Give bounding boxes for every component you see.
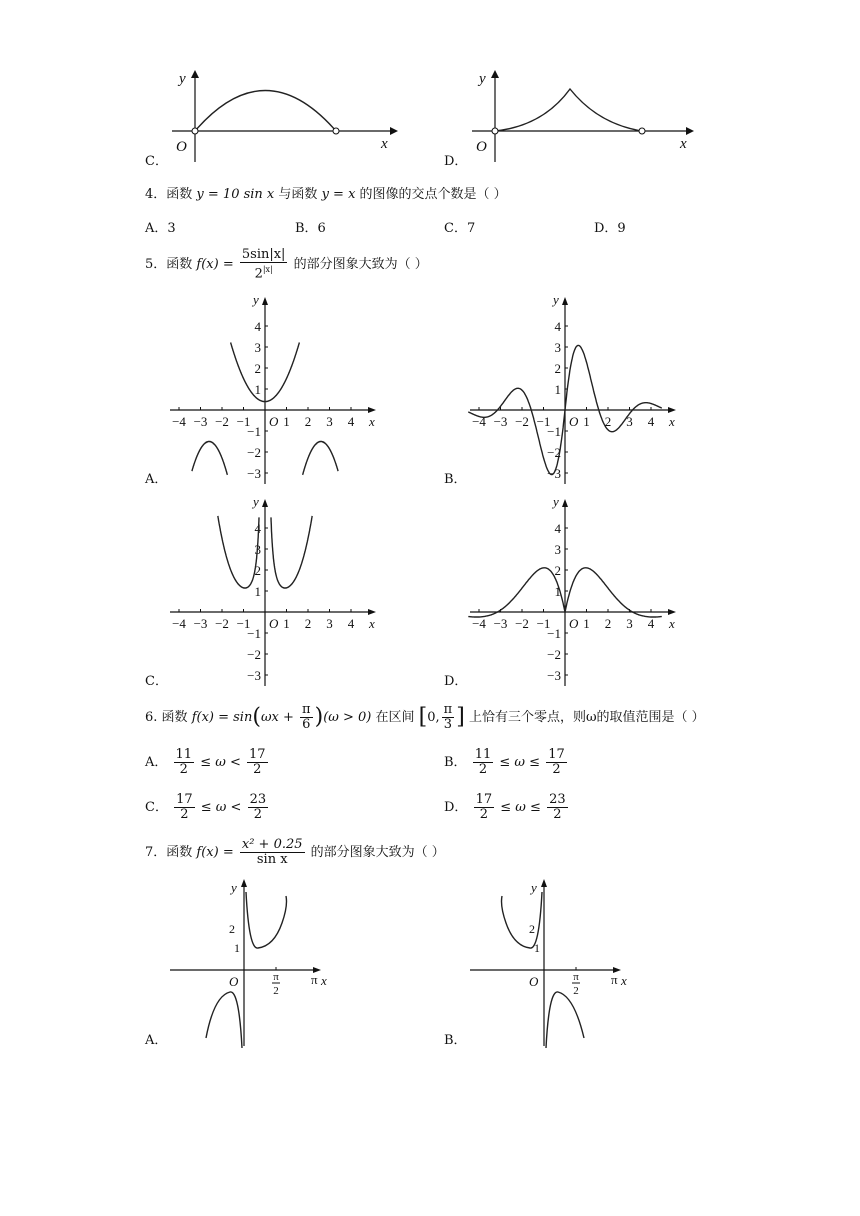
option-d-label: D．: [444, 154, 468, 169]
x-arrow: [686, 127, 694, 135]
q7-fraction: [240, 838, 305, 867]
x-tick-label: −4: [472, 414, 486, 429]
pi-over-2-den: 2: [573, 985, 579, 997]
q6-d-frac1: [474, 793, 495, 822]
q4-eq1: y = 10 sin x: [196, 187, 275, 202]
y-tick-label: 4: [554, 521, 561, 536]
q6-pi3: [442, 703, 455, 732]
origin-label: O: [269, 414, 279, 429]
y-tick-label: −2: [547, 647, 561, 662]
x-arrow: [390, 127, 398, 135]
q4-option-a[interactable]: A．3: [145, 221, 176, 236]
y-tick-label: −3: [247, 466, 261, 481]
y-tick-label: −2: [247, 445, 261, 460]
q6-b-num2: 17: [548, 747, 565, 762]
q5-number: 5．函数: [145, 257, 193, 273]
x-arrow: [668, 407, 676, 413]
x-arrow: [368, 609, 376, 615]
y-label: y: [253, 292, 259, 307]
y-tick-label: −1: [547, 626, 561, 641]
y-label: y: [253, 494, 259, 509]
open-point: [639, 128, 645, 134]
q6-c-label: C．: [145, 800, 168, 815]
q6-d-num2: 23: [549, 792, 566, 807]
q6-func: f(x) = sin: [191, 710, 253, 725]
q4-option-c[interactable]: C．7: [444, 221, 476, 236]
q6-b-den2: 2: [552, 762, 561, 777]
option-c-label: C．: [145, 154, 168, 169]
y-arrow: [241, 879, 247, 887]
open-point: [192, 128, 198, 134]
y-tick-label: 2: [254, 361, 261, 376]
y-tick-label: −1: [547, 424, 561, 439]
q6-b-frac1: [473, 748, 494, 777]
x-label: x: [369, 414, 375, 429]
x-tick-label: 4: [647, 414, 655, 429]
q6-pi: π: [302, 702, 311, 717]
pi-label: π: [611, 972, 618, 987]
y-label: y: [553, 292, 559, 307]
q6-a-num1: 11: [175, 747, 193, 762]
q6-number: 6. 函数: [145, 710, 188, 725]
x-tick-label: 3: [326, 616, 333, 631]
q6-paren-close: ): [314, 704, 324, 730]
q6-b-den1: 2: [478, 762, 488, 777]
x-tick-label: −4: [472, 616, 486, 631]
x-tick-label: 1: [583, 414, 590, 429]
y-tick-label: 2: [529, 922, 535, 936]
q5-option-c[interactable]: C．: [145, 674, 168, 689]
q6-option-a[interactable]: [145, 748, 270, 777]
x-label: x: [321, 973, 327, 988]
y-tick-label: 4: [254, 521, 261, 536]
x-label: x: [621, 973, 627, 988]
q6-interval-left: 0,: [427, 710, 440, 725]
y-tick-label: 1: [554, 584, 561, 599]
y-label: y: [231, 880, 237, 895]
y-arrow: [541, 879, 547, 887]
q4-option-d[interactable]: D．9: [594, 221, 626, 236]
x-tick-label: −2: [515, 616, 529, 631]
curve: [195, 91, 336, 132]
x-tick-label: 3: [626, 616, 633, 631]
q6-d-num1: 17: [475, 792, 493, 807]
q6-a-frac2: [247, 748, 268, 777]
q5-den-base: 2: [254, 266, 263, 282]
q5-denominator: [240, 263, 288, 281]
q5-numerator: 5sin|x|: [241, 247, 286, 262]
q4-option-b[interactable]: B．6: [295, 221, 326, 236]
question-5: [145, 248, 428, 281]
x-tick-label: −1: [536, 414, 551, 429]
q5-option-d[interactable]: D．: [444, 674, 468, 689]
q5-option-a[interactable]: A．: [145, 472, 168, 487]
y-tick-label: 1: [234, 941, 240, 955]
y-label: y: [531, 880, 537, 895]
x-tick-label: −1: [236, 616, 251, 631]
q6-c-num2: 23: [249, 792, 267, 807]
q6-a-den2: 2: [253, 762, 262, 777]
curve: [192, 442, 228, 475]
q6-cond: (ω > 0): [323, 710, 372, 725]
x-label: x: [381, 136, 388, 152]
x-tick-label: −2: [515, 414, 529, 429]
y-arrow: [191, 70, 199, 78]
x-tick-label: −1: [536, 616, 551, 631]
q5-tail: 的部分图象大致为（ ）: [293, 257, 428, 273]
x-tick-label: 1: [283, 414, 290, 429]
y-tick-label: 4: [254, 319, 261, 334]
x-tick-label: −3: [493, 414, 508, 429]
pi-over-2-num: π: [573, 971, 579, 983]
x-tick-label: 4: [347, 616, 355, 631]
x-tick-label: −1: [236, 414, 251, 429]
q7-numerator: x² + 0.25: [241, 837, 303, 852]
q6-a-den1: 2: [179, 762, 188, 777]
x-label: x: [669, 414, 675, 429]
q6-c-num1: 17: [176, 792, 193, 807]
q6-a-frac1: [174, 748, 195, 777]
y-arrow: [562, 499, 568, 507]
x-tick-label: 4: [647, 616, 655, 631]
q7-option-b[interactable]: B．: [444, 1033, 467, 1048]
q6-b-label: B．: [444, 755, 467, 770]
x-tick-label: −3: [193, 616, 208, 631]
y-tick-label: 3: [554, 542, 561, 557]
q6-d-den2: 2: [553, 807, 562, 822]
q6-option-c[interactable]: [145, 793, 270, 822]
q7-graph-a: [168, 878, 338, 1048]
q5-graph-b: [468, 292, 683, 487]
y-tick-label: −2: [247, 647, 261, 662]
q7-option-a[interactable]: A．: [145, 1033, 168, 1048]
origin-label: O: [569, 414, 579, 429]
open-point: [333, 128, 339, 134]
open-point: [492, 128, 498, 134]
q6-a-label: A．: [145, 755, 168, 770]
q6-mid: 在区间: [375, 710, 415, 725]
question-4: [145, 187, 507, 203]
q4-tail: 的图像的交点个数是（ ）: [359, 187, 507, 202]
q6-c-den2: 2: [253, 807, 262, 822]
q6-d-frac2: [547, 793, 568, 822]
x-tick-label: 2: [304, 616, 312, 631]
origin-label: O: [269, 616, 279, 631]
q5-graph-d: [468, 494, 683, 689]
q6-b-num1: 11: [474, 747, 492, 762]
y-label: y: [179, 71, 186, 87]
q6-arg: ωx +: [260, 710, 294, 725]
curve: [303, 442, 339, 475]
q6-option-b[interactable]: [444, 748, 569, 777]
graph-top-d: [468, 66, 708, 156]
curve: [495, 89, 642, 131]
y-arrow: [262, 297, 268, 305]
q4-eq2: y = x: [321, 187, 356, 202]
y-tick-label: 1: [534, 941, 540, 955]
graph-top-c: [168, 66, 408, 156]
x-arrow: [368, 407, 376, 413]
x-tick-label: −4: [172, 414, 186, 429]
q6-d-den1: 2: [479, 807, 488, 822]
y-arrow: [262, 499, 268, 507]
q6-c-den1: 2: [180, 807, 189, 822]
curve: [546, 992, 584, 1048]
curve: [502, 892, 543, 948]
y-tick-label: 1: [554, 382, 561, 397]
q6-tail: 上恰有三个零点，则ω的取值范围是（ ）: [468, 710, 705, 725]
x-tick-label: 3: [326, 414, 333, 429]
q6-pi6: [300, 703, 313, 732]
x-arrow: [668, 609, 676, 615]
origin-label: O: [529, 974, 539, 989]
curve: [271, 516, 312, 588]
pi-label: π: [311, 972, 318, 987]
q5-func: f(x) =: [196, 257, 234, 273]
q7-tail: 的部分图象大致为（ ）: [310, 845, 445, 860]
q6-c-frac2: [248, 793, 269, 822]
q7-graph-b: [468, 878, 638, 1048]
y-tick-label: 2: [254, 563, 261, 578]
y-tick-label: 2: [229, 922, 235, 936]
y-tick-label: 3: [554, 340, 561, 355]
q5-fraction: [240, 248, 288, 281]
pi-over-2-num: π: [273, 971, 279, 983]
x-tick-label: 4: [347, 414, 355, 429]
x-tick-label: 1: [583, 616, 590, 631]
q6-option-d[interactable]: [444, 793, 570, 822]
q6-pi: π: [443, 702, 453, 717]
q6-six: 6: [302, 717, 311, 732]
origin-label: O: [176, 139, 187, 155]
x-label: x: [369, 616, 375, 631]
y-tick-label: 3: [254, 542, 261, 557]
y-tick-label: −3: [547, 466, 561, 481]
origin-label: O: [229, 974, 239, 989]
x-tick-label: 3: [626, 414, 633, 429]
q5-graph-c: [168, 494, 383, 689]
q6-c-frac1: [174, 793, 195, 822]
q5-den-exp: |x|: [262, 265, 273, 274]
question-7: [145, 838, 445, 867]
pi-over-2-den: 2: [273, 985, 279, 997]
curve: [246, 892, 287, 948]
q6-c-op: ≤ ω <: [200, 800, 242, 815]
q6-d-op: ≤ ω ≤: [500, 800, 541, 815]
x-tick-label: 2: [304, 414, 312, 429]
x-tick-label: 1: [283, 616, 290, 631]
q6-paren-open: (: [252, 704, 261, 730]
y-label: y: [553, 494, 559, 509]
q7-func: f(x) =: [196, 845, 234, 860]
q6-b-op: ≤ ω ≤: [499, 755, 541, 770]
q5-option-b[interactable]: B．: [444, 472, 467, 487]
y-tick-label: −1: [247, 626, 261, 641]
q6-d-label: D．: [444, 800, 468, 815]
y-tick-label: −2: [547, 445, 561, 460]
q6-bracket-close: ]: [456, 704, 465, 730]
x-tick-label: 2: [604, 616, 612, 631]
q7-denominator: sin x: [256, 852, 288, 867]
y-tick-label: −1: [247, 424, 261, 439]
y-tick-label: 4: [554, 319, 561, 334]
y-tick-label: 2: [554, 361, 561, 376]
q6-b-frac2: [546, 748, 567, 777]
x-tick-label: −2: [215, 616, 229, 631]
x-label: x: [669, 616, 675, 631]
y-tick-label: 1: [254, 584, 261, 599]
q6-a-op: ≤ ω <: [200, 755, 241, 770]
q6-a-num2: 17: [249, 747, 266, 762]
origin-label: O: [569, 616, 579, 631]
y-arrow: [562, 297, 568, 305]
x-tick-label: −3: [193, 414, 208, 429]
x-tick-label: −2: [215, 414, 229, 429]
curve: [206, 992, 242, 1048]
q6-three: 3: [443, 717, 453, 732]
origin-label: O: [476, 139, 487, 155]
question-6: [145, 703, 705, 732]
q6-bracket-open: [: [418, 704, 428, 730]
curve: [218, 516, 259, 588]
y-label: y: [479, 71, 486, 87]
y-tick-label: 1: [254, 382, 261, 397]
x-tick-label: −3: [493, 616, 508, 631]
q7-number: 7．函数: [145, 845, 193, 860]
q4-number: 4．函数: [145, 187, 193, 202]
x-label: x: [680, 136, 687, 152]
x-tick-label: −4: [172, 616, 186, 631]
x-tick-label: 2: [604, 414, 612, 429]
q5-graph-a: [168, 292, 383, 487]
y-tick-label: −3: [547, 668, 561, 683]
y-arrow: [491, 70, 499, 78]
q4-mid: 与函数: [278, 187, 318, 202]
y-tick-label: 2: [554, 563, 561, 578]
y-tick-label: −3: [247, 668, 261, 683]
y-tick-label: 3: [254, 340, 261, 355]
